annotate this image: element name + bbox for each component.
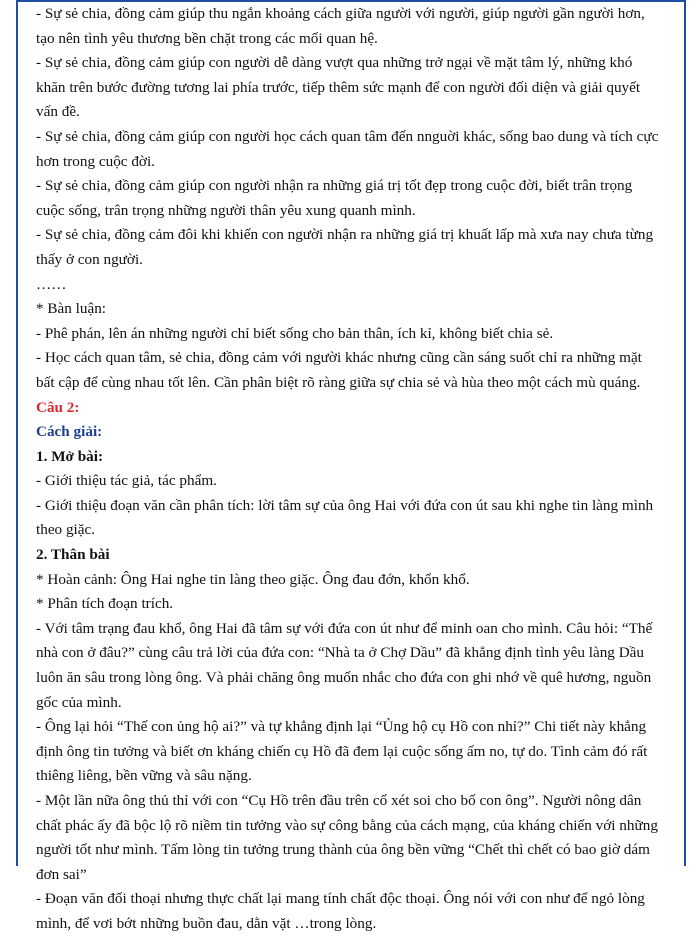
paragraph: …… — [36, 275, 67, 293]
section-heading: Cách giải: — [36, 423, 103, 441]
page-border-right — [684, 0, 686, 866]
paragraph: - Sự sẻ chia, đồng cảm giúp con người nhận ra những giá trị tốt đẹp trong cuộc đời, biết trân trọng cuộc sống, trân trọng những người thân yêu xung quanh mình. — [36, 177, 633, 219]
paragraph: - Ông lại hỏi “Thế con ủng hộ ai?” và tự khẳng định lại “Ủng hộ cụ Hồ con nhỉ?” Chi tiết này khẳng định ông tin tưởng và biết ơn kháng chiến cụ Hồ đã đem lại cuộc sống ấm no, tự do. Tình cảm đó rất thiêng liêng, bền vững và sâu nặng. — [36, 718, 648, 785]
paragraph: * Phân tích đoạn trích. — [36, 595, 174, 613]
paragraph: * Hoàn cảnh: Ông Hai nghe tin làng theo giặc. Ông đau đớn, khổn khổ. — [36, 570, 470, 588]
paragraph: - Với tâm trạng đau khổ, ông Hai đã tâm sự với đứa con út như để minh oan cho mình. Câu hỏi: “Thế nhà con ở đâu?” cùng câu trả lời của đứa con: “Nhà ta ở Chợ Dầu” đã khẳng định tình yêu làng Dầu luôn ăn sâu trong lòng ông. Và phải chăng ông muốn nhắc cho đứa con ghi nhớ về quê hương, nguồn gốc của mình. — [36, 619, 653, 711]
section-heading: Câu 2: — [36, 398, 80, 416]
paragraph: - Giới thiệu tác giả, tác phẩm. — [36, 472, 217, 490]
paragraph: - Đoạn văn đối thoại nhưng thực chất lại mang tính chất độc thoại. Ông nói với con như để ngỏ lòng mình, để vơi bớt những buồn đau, dằn vặt …trong lòng. — [36, 890, 645, 932]
paragraph: - Sự sẻ chia, đồng cảm giúp con người học cách quan tâm đến nnguời khác, sống bao dung và tích cực hơn trong cuộc đời. — [36, 127, 659, 170]
section-heading: 2. Thân bài — [36, 546, 110, 564]
paragraph: - Sự sẻ chia, đồng cảm giúp thu ngắn khoảng cách giữa người với người, giúp người gần người hơn, tạo nên tình yêu thương bền chặt trong các mối quan hệ. — [36, 5, 645, 47]
page-border-left — [16, 0, 18, 866]
paragraph: - Học cách quan tâm, sẻ chia, đồng cảm với người khác nhưng cũng cần sáng suốt chỉ ra những mặt bất cập để cùng nhau tốt lên. Cần phân biệt rõ ràng giữa sự chia sẻ và hùa theo một cách mù quáng. — [36, 349, 642, 391]
document-body — [36, 2, 664, 937]
paragraph: - Một lần nữa ông thủ thỉ với con “Cụ Hồ trên đầu trên cổ xét soi cho bố con ông”. Người nông dân chất phác ấy đã bộc lộ rõ niềm tin tưởng vào sự công bằng của cách mạng, của kháng chiến với những người tốt như mình. Tấm lòng tin tưởng trung thành của ông bền vững “Chết thì chết có bao giờ dám đơn sai” — [36, 792, 658, 883]
paragraph: - Giới thiệu đoạn văn cần phân tích: lời tâm sự của ông Hai với đứa con út sau khi nghe tin làng mình theo giặc. — [36, 496, 654, 539]
paragraph: * Bàn luận: — [36, 300, 107, 318]
section-heading: 1. Mở bài: — [36, 447, 104, 465]
paragraph: - Sự sẻ chia, đồng cảm giúp con người dễ dàng vượt qua những trở ngại về mặt tâm lý, những khó khăn trên bước đường tương lai phía trước, tiếp thêm sức mạnh để con người đối diện và giải quyết vấn đề. — [36, 54, 641, 121]
paragraph: - Phê phán, lên án những người chỉ biết sống cho bản thân, ích kỉ, không biết chia sẻ. — [36, 324, 554, 342]
paragraph: - Sự sẻ chia, đồng cảm đôi khi khiến con người nhận ra những giá trị khuất lấp mà xưa nay chưa từng thấy ở con người. — [36, 226, 654, 268]
